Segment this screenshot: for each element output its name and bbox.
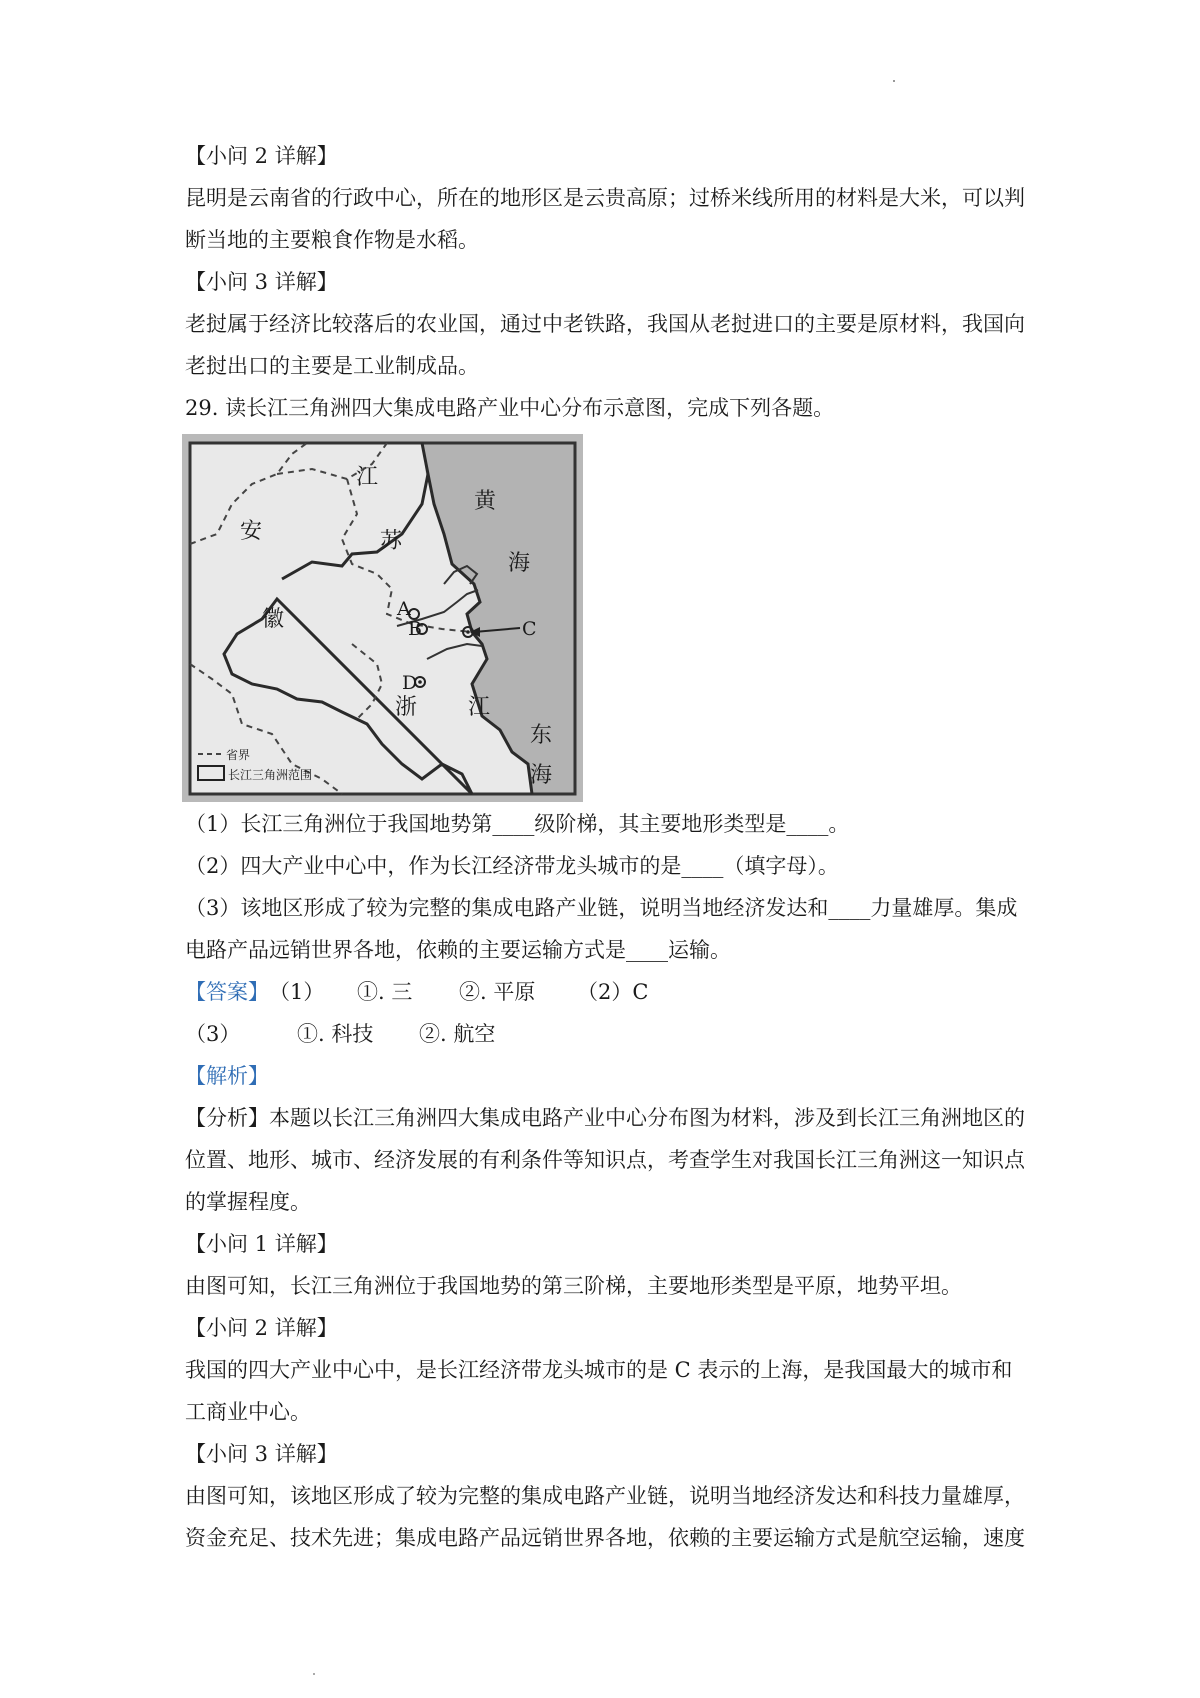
answer-part-1-b: ②. 平原 <box>459 980 536 1004</box>
answer-row-2 <box>185 1019 985 1049</box>
paragraph-line: 老挝属于经济比较落后的农业国，通过中老铁路，我国从老挝进口的主要是原材料，我国向 <box>185 312 1025 336</box>
map-label-yellow-sea-huang: 黄 <box>474 489 497 514</box>
map-label-jiangsu-su: 苏 <box>380 529 403 554</box>
question-29-part-3-cont: 电路产品远销世界各地，依赖的主要运输方式是____运输。 <box>185 938 731 962</box>
legend-delta-range: 长江三角洲范围 <box>228 768 313 782</box>
map-label-east-sea-hai: 海 <box>530 763 553 788</box>
answer-row-1 <box>185 977 985 1007</box>
sub-question-2-heading: 【小问 2 详解】 <box>185 1316 338 1340</box>
paragraph-line: 昆明是云南省的行政中心，所在的地形区是云贵高原；过桥米线所用的材料是大米，可以判 <box>185 186 1025 210</box>
paragraph-line: 工商业中心。 <box>185 1400 311 1424</box>
answer-tag: 【答案】 <box>185 980 269 1004</box>
paragraph-line: 资金充足、技术先进；集成电路产品远销世界各地，依赖的主要运输方式是航空运输，速度 <box>185 1526 1025 1550</box>
analysis-line: 【分析】本题以长江三角洲四大集成电路产业中心分布图为材料，涉及到长江三角洲地区的 <box>185 1106 1025 1130</box>
map-label-zhejiang-zhe: 浙 <box>395 695 418 720</box>
yangtze-delta-map <box>182 434 583 802</box>
map-label-east-sea-dong: 东 <box>530 723 553 748</box>
map-point-a-label: A <box>397 598 411 620</box>
map-label-jiangsu-jiang: 江 <box>356 465 379 490</box>
paragraph-line: 由图可知，该地区形成了较为完整的集成电路产业链，说明当地经济发达和科技力量雄厚， <box>185 1484 1025 1508</box>
answer-part-1-a: ①. 三 <box>357 980 413 1004</box>
sub-question-3-heading: 【小问 3 详解】 <box>185 1442 338 1466</box>
map-label-anhui-an: 安 <box>240 519 263 544</box>
answer-part-3-a: ①. 科技 <box>297 1022 374 1046</box>
question-29-part-3: （3）该地区形成了较为完整的集成电路产业链，说明当地经济发达和____力量雄厚。集成 <box>185 896 1018 920</box>
map-label-yellow-sea-hai: 海 <box>508 551 531 576</box>
sub-question-3-heading: 【小问 3 详解】 <box>185 270 338 294</box>
question-29-stem: 29. 读长江三角洲四大集成电路产业中心分布示意图，完成下列各题。 <box>185 396 835 420</box>
paragraph-line: 老挝出口的主要是工业制成品。 <box>185 354 479 378</box>
scan-speck <box>893 80 895 82</box>
map-point-b-label: B <box>408 618 422 640</box>
paragraph-line: 由图可知，长江三角洲位于我国地势的第三阶梯，主要地形类型是平原，地势平坦。 <box>185 1274 962 1298</box>
question-29-part-1: （1）长江三角洲位于我国地势第____级阶梯，其主要地形类型是____。 <box>185 812 850 836</box>
answer-part-2: （2）C <box>577 980 649 1004</box>
answer-part-3-label: （3） <box>185 1022 241 1046</box>
paragraph-line: 断当地的主要粮食作物是水稻。 <box>185 228 479 252</box>
map-point-c-label: C <box>522 618 537 640</box>
analysis-tag: 【解析】 <box>185 1064 269 1088</box>
answer-part-3-b: ②. 航空 <box>419 1022 496 1046</box>
answer-part-1-label: （1） <box>269 980 325 1004</box>
analysis-line: 位置、地形、城市、经济发展的有利条件等知识点，考查学生对我国长江三角洲这一知识点 <box>185 1148 1025 1172</box>
question-29-part-2: （2）四大产业中心中，作为长江经济带龙头城市的是____（填字母）。 <box>185 854 839 878</box>
paragraph-line: 我国的四大产业中心中，是长江经济带龙头城市的是 C 表示的上海，是我国最大的城市和 <box>185 1358 1013 1382</box>
map-label-anhui-hui: 徽 <box>262 607 285 632</box>
sub-question-1-heading: 【小问 1 详解】 <box>185 1232 338 1256</box>
scan-speck <box>313 1673 315 1675</box>
map-point-d-label: D <box>402 672 418 694</box>
map-label-zhejiang-jiang: 江 <box>468 695 491 720</box>
legend-province-border: 省界 <box>226 748 251 762</box>
sub-question-2-heading: 【小问 2 详解】 <box>185 144 338 168</box>
analysis-line: 的掌握程度。 <box>185 1190 311 1214</box>
